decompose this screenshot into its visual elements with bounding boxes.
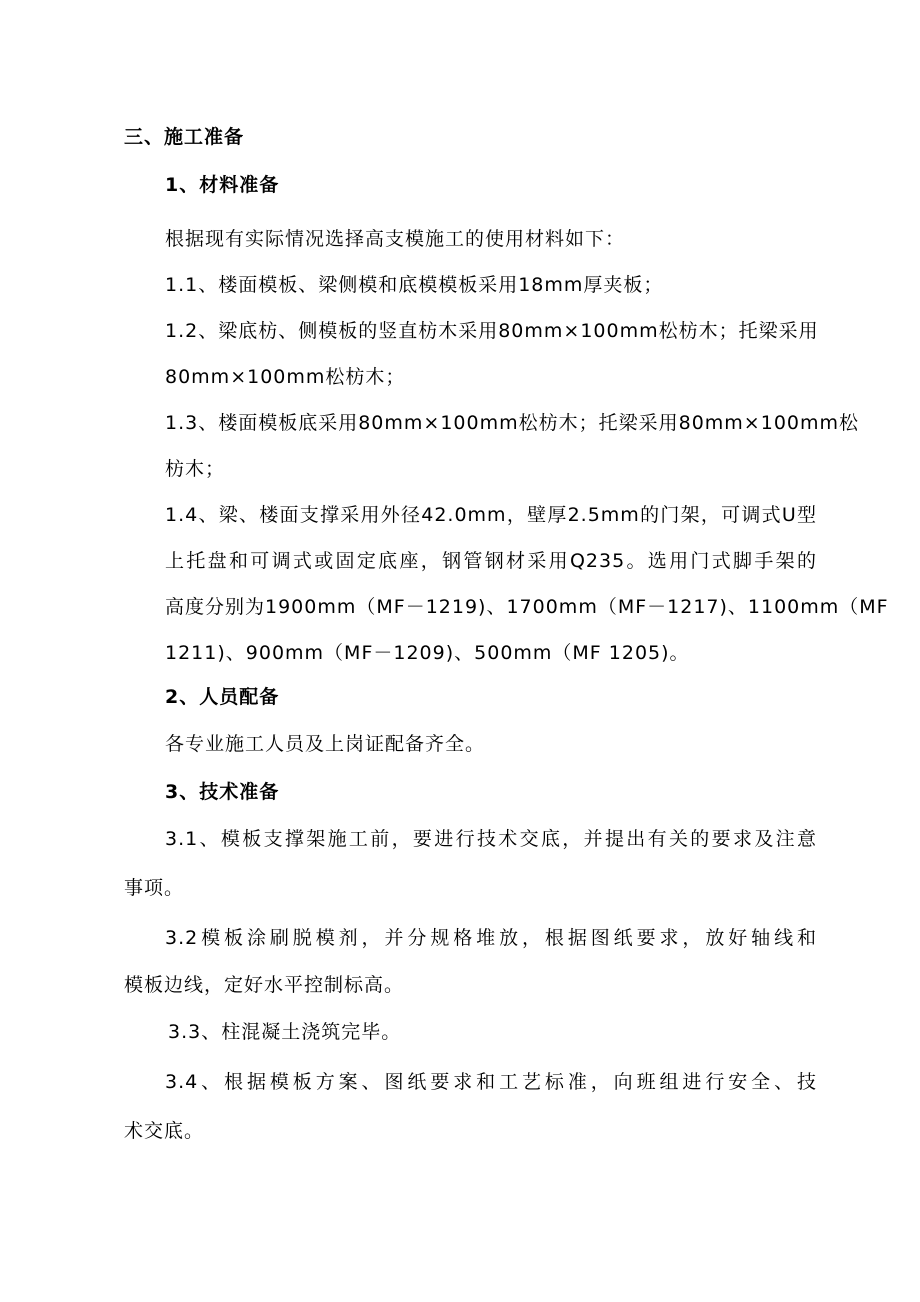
technical-item-3-3: 3.3、柱混凝土浇筑完毕。 (168, 1021, 402, 1043)
personnel-text: 各专业施工人员及上岗证配备齐全。 (165, 733, 486, 755)
material-item-1-3-line-1: 1.3、楼面模板底采用80mm×100mm松枋木；托梁采用80mm×100mm松 (165, 412, 860, 434)
material-item-1-2-line-1: 1.2、梁底枋、侧模板的竖直枋木采用80mm×100mm松枋木；托梁采用 (165, 320, 819, 342)
material-item-1-4-line-1: 1.4、梁、楼面支撑采用外径42.0mm，壁厚2.5mm的门架，可调式U型 (165, 504, 817, 526)
material-item-1-4-line-4: 1211)、900mm（MF－1209)、500mm（MF 1205)。 (165, 642, 690, 664)
technical-item-3-2-line-2: 模板边线，定好水平控制标高。 (124, 974, 405, 996)
technical-item-3-4-line-1: 3.4、根据模板方案、图纸要求和工艺标准，向班组进行安全、技 (165, 1071, 817, 1093)
technical-item-3-1-line-2: 事项。 (124, 877, 185, 899)
material-item-1-3-line-2: 枋木； (165, 458, 226, 480)
material-intro: 根据现有实际情况选择高支模施工的使用材料如下： (165, 228, 626, 250)
heading-material-preparation: 1、材料准备 (165, 174, 280, 196)
technical-item-3-4-line-2: 术交底。 (124, 1120, 205, 1142)
material-item-1-4-line-3: 高度分别为1900mm（MF－1219)、1700mm（MF－1217)、1100mm（MF (165, 596, 889, 618)
section-title: 三、施工准备 (124, 126, 245, 148)
material-item-1-2-line-2: 80mm×100mm松枋木； (165, 366, 406, 388)
heading-personnel: 2、人员配备 (165, 686, 280, 708)
heading-technical-preparation: 3、技术准备 (165, 781, 280, 803)
material-item-1-1: 1.1、楼面模板、梁侧模和底模模板采用18mm厚夹板； (165, 274, 664, 296)
material-item-1-4-line-2: 上托盘和可调式或固定底座，钢管钢材采用Q235。选用门式脚手架的 (165, 550, 817, 572)
technical-item-3-1-line-1: 3.1、模板支撑架施工前，要进行技术交底，并提出有关的要求及注意 (165, 828, 817, 850)
technical-item-3-2-line-1: 3.2模板涂刷脱模剂，并分规格堆放，根据图纸要求，放好轴线和 (165, 927, 817, 949)
